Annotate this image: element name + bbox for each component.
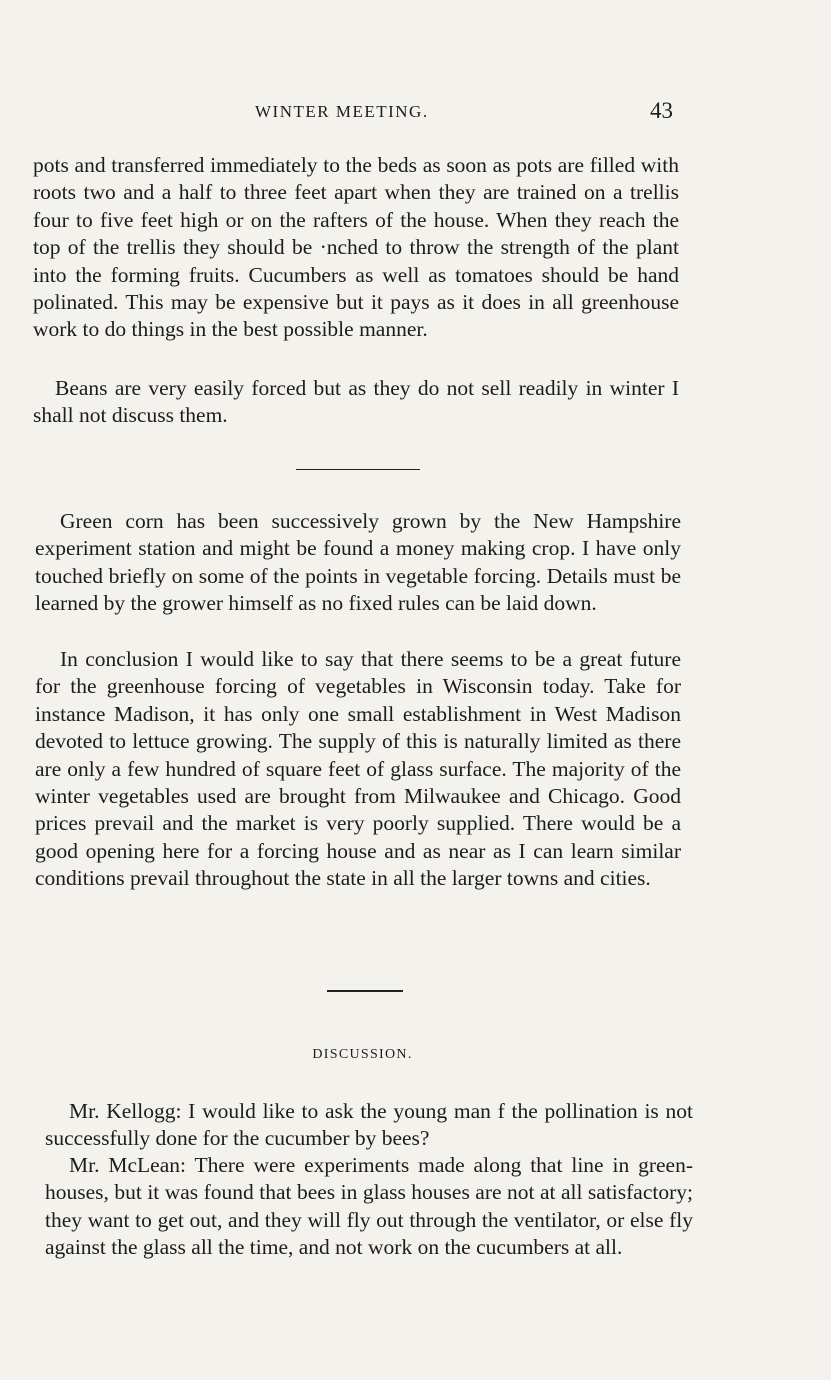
section-divider-rule	[296, 469, 420, 470]
running-head	[0, 100, 831, 128]
body-paragraph-4: In conclusion I would like to say that there seems to be a great future for the greenhouse forcing of vegetables in Wisconsin today. Take for instance Madison, it has only one small establishment in West Madison devoted to lettuce growing. The supply of this is naturally limited as there are only a few hundred of square feet of glass surface. The majority of the winter vegetables used are brought from Milwaukee and Chicago. Good prices prevail and the market is very poorly supplied. There would be a good opening here for a forcing house and as near as I can learn similar conditions prevail throughout the state in all the larger towns and cities.	[35, 647, 681, 891]
body-paragraph-1: pots and transferred immediately to the beds as soon as pots are filled with roots two and a half to three feet apart when they are trained on a trellis four to five feet high or on the rafters of the house. When they reach the top of the trellis they should be ·nched to throw the strength of the plant into the forming fruits. Cucumbers as well as tomatoes should be hand polinated. This may be expensive but it pays as it does in all greenhouse work to do things in the best possible manner.	[33, 153, 679, 342]
discussion-paragraph-2: Mr. McLean: There were experiments made along that line in green-houses, but it was found that bees in glass houses are not at all satisfactory; they want to get out, and they will fly out through the ventilator, or else fly against the glass all the time, and not work on the cucumbers at all.	[45, 1153, 693, 1260]
section-divider-rule	[327, 990, 403, 992]
page-number: 43	[650, 98, 673, 123]
body-paragraph-3: Green corn has been successively grown by the New Hampshire experiment station and might be found a money making crop. I have only touched briefly on some of the points in vegetable forcing. Details must be learned by the grower himself as no fixed rules can be laid down.	[35, 509, 681, 616]
discussion-paragraph-1: Mr. Kellogg: I would like to ask the young man f the pollination is not successfully done for the cucumber by bees?	[45, 1099, 693, 1151]
body-paragraph-2: Beans are very easily forced but as they do not sell readily in winter I shall not discuss them.	[33, 376, 679, 428]
running-title: WINTER MEETING.	[255, 102, 429, 121]
discussion-heading-text: DISCUSSION.	[312, 1047, 413, 1062]
discussion-heading	[0, 1047, 831, 1063]
